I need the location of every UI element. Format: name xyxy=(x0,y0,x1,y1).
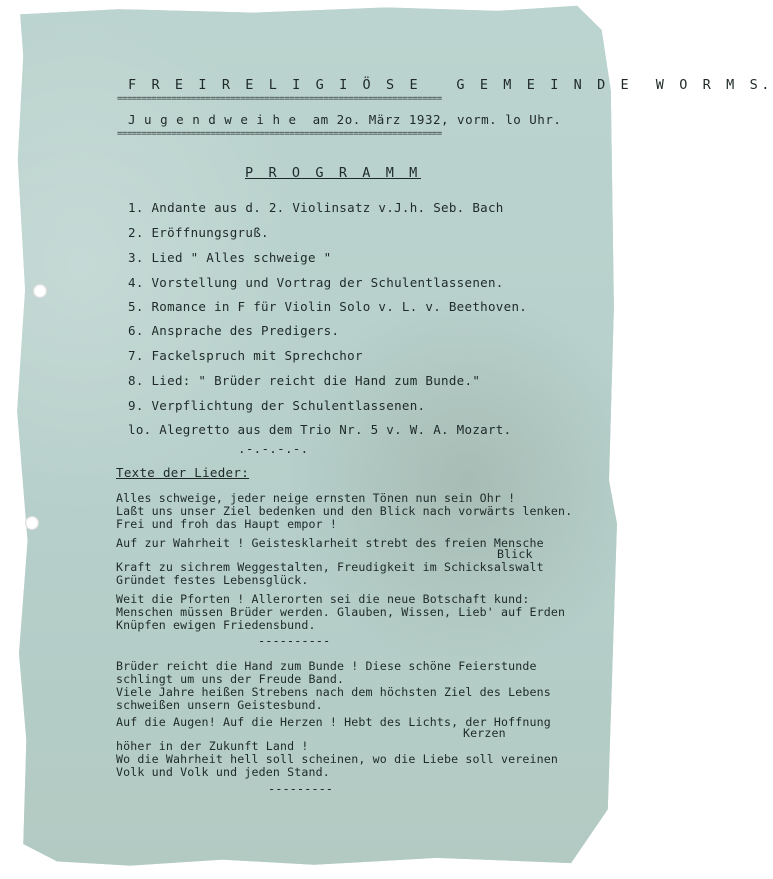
program-item: 9. Verpflichtung der Schulentlassenen. xyxy=(128,398,426,413)
program-item: 6. Ansprache des Predigers. xyxy=(128,323,340,338)
program-heading: P R O G R A M M xyxy=(245,165,421,181)
separator-line: ---------- xyxy=(258,634,331,648)
congregation-title: F R E I R E L I G I Ö S E G E M E I N D E W O R M S. xyxy=(128,77,773,93)
program-item: 5. Romance in F für Violin Solo v. L. v. Beethoven. xyxy=(128,299,528,314)
lyric-line: Laßt uns unser Ziel bedenken und den Blick nach vorwärts lenken. xyxy=(116,504,573,518)
double-rule-2: ================================================================== xyxy=(117,129,442,139)
lyric-line: Auf die Augen! Auf die Herzen ! Hebt des Lichts, der Hoffnung xyxy=(116,715,551,729)
program-item: lo. Alegretto aus dem Trio Nr. 5 v. W. A. Mozart. xyxy=(128,422,512,437)
lyric-line: Kraft zu sichrem Weggestalten, Freudigkeit im Schicksalswalt xyxy=(116,560,544,574)
program-end-mark: .-.-.-.-. xyxy=(238,441,309,456)
lyric-insertion: Kerzen xyxy=(463,726,506,740)
lyric-line: Brüder reicht die Hand zum Bunde ! Diese schöne Feierstunde xyxy=(116,659,537,673)
program-item: 7. Fackelspruch mit Sprechchor xyxy=(128,348,363,363)
lyric-line: Wo die Wahrheit hell soll scheinen, wo die Liebe soll vereinen xyxy=(116,752,559,766)
lyric-insertion: Blick xyxy=(497,547,533,561)
lyric-line: Gründet festes Lebensglück. xyxy=(116,573,309,587)
lyric-line: Alles schweige, jeder neige ernsten Tönen nun sein Ohr ! xyxy=(116,491,516,505)
lyric-line: Frei und froh das Haupt empor ! xyxy=(116,517,338,531)
lyric-line: Knüpfen ewigen Friedensbund. xyxy=(116,618,316,632)
lyric-line: schweißen unsern Geistesbund. xyxy=(116,698,323,712)
lyric-line: Volk und Volk und jeden Stand. xyxy=(116,765,330,779)
lyrics-heading: Texte der Lieder: xyxy=(116,465,250,480)
ceremony-subtitle: J u g e n d w e i h e am 2o. März 1932, vorm. lo Uhr. xyxy=(128,112,562,127)
lyric-line: Menschen müssen Brüder werden. Glauben, Wissen, Lieb' auf Erden xyxy=(116,605,566,619)
lyric-line: Weit die Pforten ! Allerorten sei die neue Botschaft kund: xyxy=(116,592,530,606)
double-rule-1: ================================================================== xyxy=(117,94,442,104)
program-item: 1. Andante aus d. 2. Violinsatz v.J.h. Seb. Bach xyxy=(128,200,504,215)
program-item: 4. Vorstellung und Vortrag der Schulentlassenen. xyxy=(128,275,504,290)
program-item: 2. Eröffnungsgruß. xyxy=(128,225,269,240)
program-item: 8. Lied: " Brüder reicht die Hand zum Bunde." xyxy=(128,373,481,388)
lyric-line: Viele Jahre heißen Strebens nach dem höchsten Ziel des Lebens xyxy=(116,685,551,699)
program-item: 3. Lied " Alles schweige " xyxy=(128,250,332,265)
lyric-line: schlingt um uns der Freude Band. xyxy=(116,672,345,686)
lyric-line: Auf zur Wahrheit ! Geistesklarheit strebt des freien Mensche xyxy=(116,536,544,550)
separator-line: --------- xyxy=(268,782,334,796)
lyric-line: höher in der Zukunft Land ! xyxy=(116,739,309,753)
